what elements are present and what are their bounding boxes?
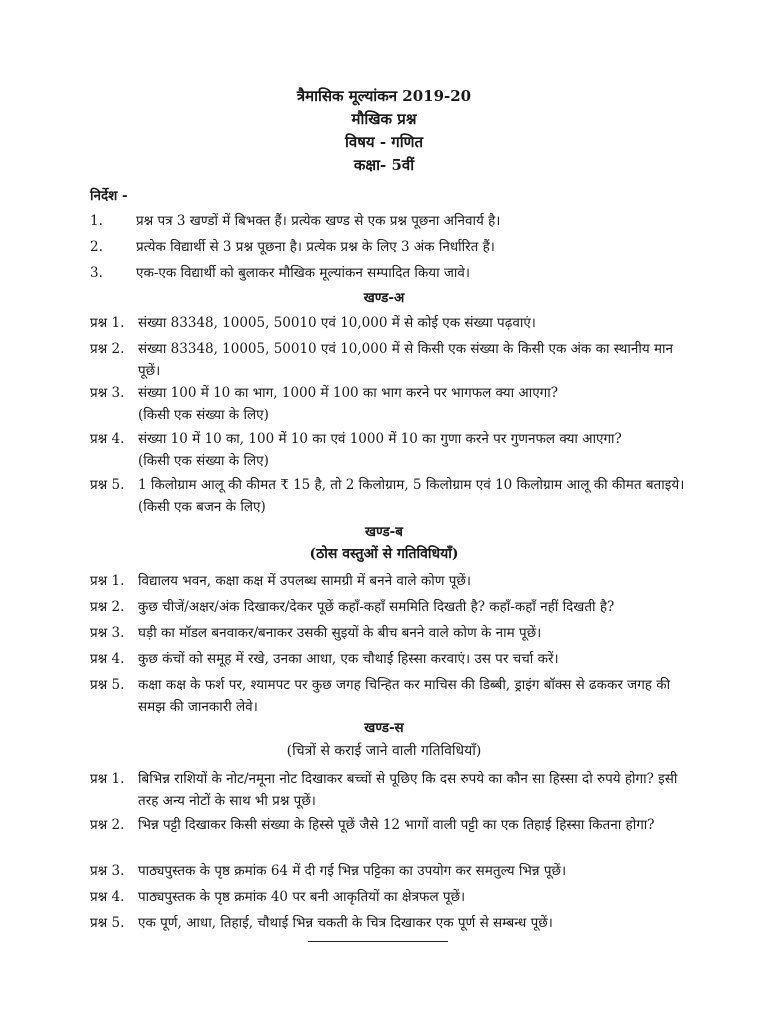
class-line: कक्षा- 5वीं bbox=[353, 156, 415, 174]
question-number: प्रश्न 2. bbox=[90, 341, 125, 357]
question-number: प्रश्न 4. bbox=[90, 651, 125, 667]
question-text: संख्या 83348, 10005, 50010 एवं 10,000 में से किसी एक संख्या के किसी एक अंक का स्थानीय मान पूछें। bbox=[138, 341, 674, 379]
question-text: बिभिन्न राशियों के नोट/नमूना नोट दिखाकर बच्चों से पूछिए कि दस रुपये का कौन सा हिस्सा दो रुपये होगा? इसी तरह अन्य नोटों के साथ भी प्रश्न पूछें। bbox=[138, 771, 678, 809]
question-text: 1 किलोग्राम आलू की कीमत ₹ 15 है, तो 2 किलोग्राम, 5 किलोग्राम एवं 10 किलोग्राम आलू की कीमत बताइये। (किसी एक बजन के लिए) bbox=[138, 477, 685, 515]
question-text: पाठ्यपुस्तक के पृष्ठ क्रमांक 40 पर बनी आकृतियों का क्षेत्रफल पूछें। bbox=[138, 889, 466, 905]
question-number: प्रश्न 4. bbox=[90, 431, 125, 447]
exam-title: त्रैमासिक मूल्यांकन 2019-20 bbox=[296, 87, 472, 105]
question-text: संख्या 10 में 10 का, 100 में 10 का एवं 1000 में 10 का गुणा करने पर गुणनफल क्या आएगा? bbox=[138, 431, 622, 447]
question-text: एक पूर्ण, आधा, तिहाई, चौथाई भिन्न चकती के चित्र दिखाकर एक पूर्ण से सम्बन्ध पूछें। bbox=[138, 915, 553, 931]
question-number: प्रश्न 3. bbox=[90, 385, 125, 401]
question-number: प्रश्न 2. bbox=[90, 599, 125, 615]
question-item bbox=[90, 474, 690, 518]
question-text: संख्या 83348, 10005, 50010 एवं 10,000 में से कोई एक संख्या पढ़वाएं। bbox=[138, 315, 536, 331]
question-item bbox=[90, 912, 690, 934]
question-item bbox=[90, 648, 690, 670]
question-item bbox=[90, 382, 690, 426]
question-number: प्रश्न 1. bbox=[90, 771, 125, 787]
question-text: विद्यालय भवन, कक्षा कक्ष में उपलब्ध सामग्री में बनने वाले कोण पूछें। bbox=[138, 573, 471, 589]
question-item bbox=[90, 338, 690, 382]
section-b-subtitle: (ठोस वस्तुओं से गतिविधियाँ) bbox=[309, 546, 459, 562]
question-item bbox=[90, 428, 690, 472]
exam-type: मौखिक प्रश्न bbox=[351, 110, 417, 128]
question-item bbox=[90, 886, 690, 908]
direction-text: प्रत्येक विद्यार्थी से 3 प्रश्न पूछना है। प्रत्येक प्रश्न के लिए 3 अंक निर्धारित हैं। bbox=[136, 239, 495, 255]
question-text: कुछ कंचों को समूह में रखे, उनका आधा, एक चौथाई हिस्सा करवाएं। उस पर चर्चा करें। bbox=[138, 651, 559, 667]
question-text: कुछ चीजें/अक्षर/अंक दिखाकर/देकर पूछें कहाँ-कहाँ सममिति दिखती है? कहाँ-कहाँ नहीं दिखती है? bbox=[138, 599, 615, 615]
question-item bbox=[90, 570, 690, 592]
directions-label: निर्देश - bbox=[90, 188, 128, 204]
question-item bbox=[90, 814, 690, 836]
section-b-title: खण्ड-ब bbox=[365, 524, 403, 540]
section-c-title: खण्ड-स bbox=[364, 720, 404, 736]
question-number: प्रश्न 1. bbox=[90, 573, 125, 589]
direction-text: एक-एक विद्यार्थी को बुलाकर मौखिक मूल्यांकन सम्पादित किया जावे। bbox=[136, 265, 470, 281]
question-item bbox=[90, 622, 690, 644]
direction-number: 2. bbox=[90, 239, 103, 255]
question-item bbox=[90, 312, 690, 334]
subject-line: विषय - गणित bbox=[345, 133, 423, 151]
direction-text: प्रश्न पत्र 3 खण्डों में बिभक्त हैं। प्रत्येक खण्ड से एक प्रश्न पूछना अनिवार्य है। bbox=[136, 213, 501, 229]
question-item bbox=[90, 768, 690, 812]
question-note: (किसी एक संख्या के लिए) bbox=[138, 407, 269, 423]
question-number: प्रश्न 5. bbox=[90, 677, 125, 693]
question-item bbox=[90, 674, 690, 718]
question-text: घड़ी का मॉडल बनवाकर/बनाकर उसकी सुइयों के बीच बनने वाले कोण के नाम पूछें। bbox=[138, 625, 542, 641]
direction-number: 3. bbox=[90, 265, 103, 281]
question-number: प्रश्न 5. bbox=[90, 477, 125, 493]
question-number: प्रश्न 3. bbox=[90, 625, 125, 641]
question-number: प्रश्न 2. bbox=[90, 817, 125, 833]
question-text: कक्षा कक्ष के फर्श पर, श्यामपट पर कुछ जगह चिन्हित कर माचिस की डिब्बी, ड्राइंग बॉक्स से ढककर जगह की समझ की जानकारी लेवे। bbox=[138, 677, 671, 715]
question-text: भिन्न पट्टी दिखाकर किसी संख्या के हिस्से पूछें जैसे 12 भागों वाली पट्टी का एक तिहाई हिस्सा कितना होगा? bbox=[138, 817, 655, 833]
question-text: संख्या 100 में 10 का भाग, 1000 में 100 का भाग करने पर भागफल क्या आएगा? bbox=[138, 385, 558, 401]
question-number: प्रश्न 4. bbox=[90, 889, 125, 905]
section-a-title: खण्ड-अ bbox=[363, 290, 405, 306]
end-divider bbox=[308, 941, 448, 942]
direction-number: 1. bbox=[90, 213, 103, 229]
question-number: प्रश्न 3. bbox=[90, 863, 125, 879]
question-note: (किसी एक संख्या के लिए) bbox=[138, 453, 269, 469]
section-c-subtitle: (चित्रों से कराई जाने वाली गतिविधियाँ) bbox=[286, 743, 482, 759]
question-item bbox=[90, 860, 690, 882]
question-number: प्रश्न 5. bbox=[90, 915, 125, 931]
question-text: पाठ्यपुस्तक के पृष्ठ क्रमांक 64 में दी गई भिन्न पट्टिका का उपयोग कर समतुल्य भिन्न पूछें। bbox=[138, 863, 567, 879]
question-item bbox=[90, 596, 690, 618]
question-number: प्रश्न 1. bbox=[90, 315, 125, 331]
